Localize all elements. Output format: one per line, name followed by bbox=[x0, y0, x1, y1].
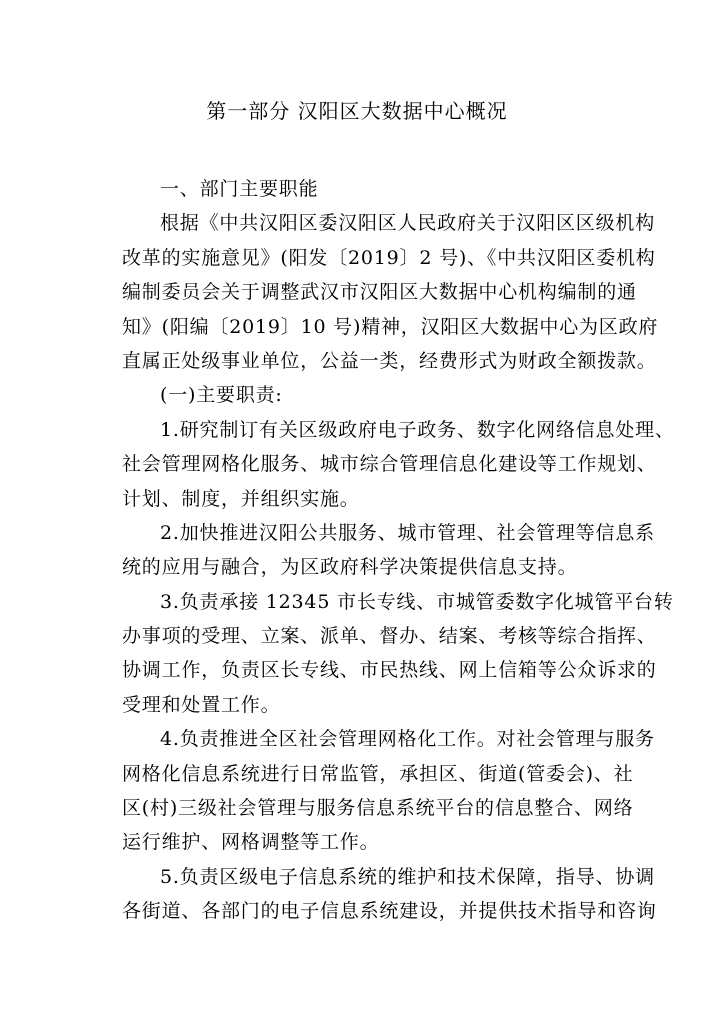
text-line: 改革的实施意见》(阳发〔2019〕2 号)、《中共汉阳区委机构 bbox=[122, 246, 656, 269]
text-line: 区(村)三级社会管理与服务信息系统平台的信息整合、网络 bbox=[122, 797, 634, 820]
text-line: 受理和处置工作。 bbox=[122, 693, 281, 716]
text-line: 2.加快推进汉阳公共服务、城市管理、社会管理等信息系 bbox=[160, 521, 655, 544]
text-line: 计划、制度，并组织实施。 bbox=[122, 487, 360, 510]
text-line: 协调工作，负责区长专线、市民热线、网上信箱等公众诉求的 bbox=[122, 659, 657, 682]
text-line: 知》(阳编〔2019〕10 号)精神，汉阳区大数据中心为区政府 bbox=[122, 315, 659, 338]
text-line: 5.负责区级电子信息系统的维护和技术保障，指导、协调 bbox=[160, 865, 655, 888]
text-line: 1.研究制订有关区级政府电子政务、数字化网络信息处理、 bbox=[160, 418, 675, 441]
text-line: 办事项的受理、立案、派单、督办、结案、考核等综合指挥、 bbox=[122, 625, 657, 648]
text-line: 运行维护、网格调整等工作。 bbox=[122, 831, 380, 854]
page-title: 第一部分 汉阳区大数据中心概况 bbox=[206, 99, 508, 123]
text-line: 统的应用与融合，为区政府科学决策提供信息支持。 bbox=[122, 556, 578, 579]
text-line: 3.负责承接 12345 市长专线、市城管委数字化城管平台转 bbox=[160, 590, 674, 613]
text-line: 各街道、各部门的电子信息系统建设，并提供技术指导和咨询 bbox=[122, 900, 657, 923]
text-line: 社会管理网格化服务、城市综合管理信息化建设等工作规划、 bbox=[122, 453, 657, 476]
text-line: 网格化信息系统进行日常监管，承担区、街道(管委会)、社 bbox=[122, 762, 634, 785]
text-line: 直属正处级事业单位，公益一类，经费形式为财政全额拨款。 bbox=[122, 349, 657, 372]
text-line: 根据《中共汉阳区委汉阳区人民政府关于汉阳区区级机构 bbox=[160, 212, 656, 235]
text-line: 一、部门主要职能 bbox=[160, 178, 319, 200]
text-line: 编制委员会关于调整武汉市汉阳区大数据中心机构编制的通 bbox=[122, 281, 637, 304]
document-body bbox=[122, 172, 675, 929]
text-line: 4.负责推进全区社会管理网格化工作。对社会管理与服务 bbox=[160, 728, 655, 751]
text-line: (一)主要职责: bbox=[160, 384, 283, 407]
